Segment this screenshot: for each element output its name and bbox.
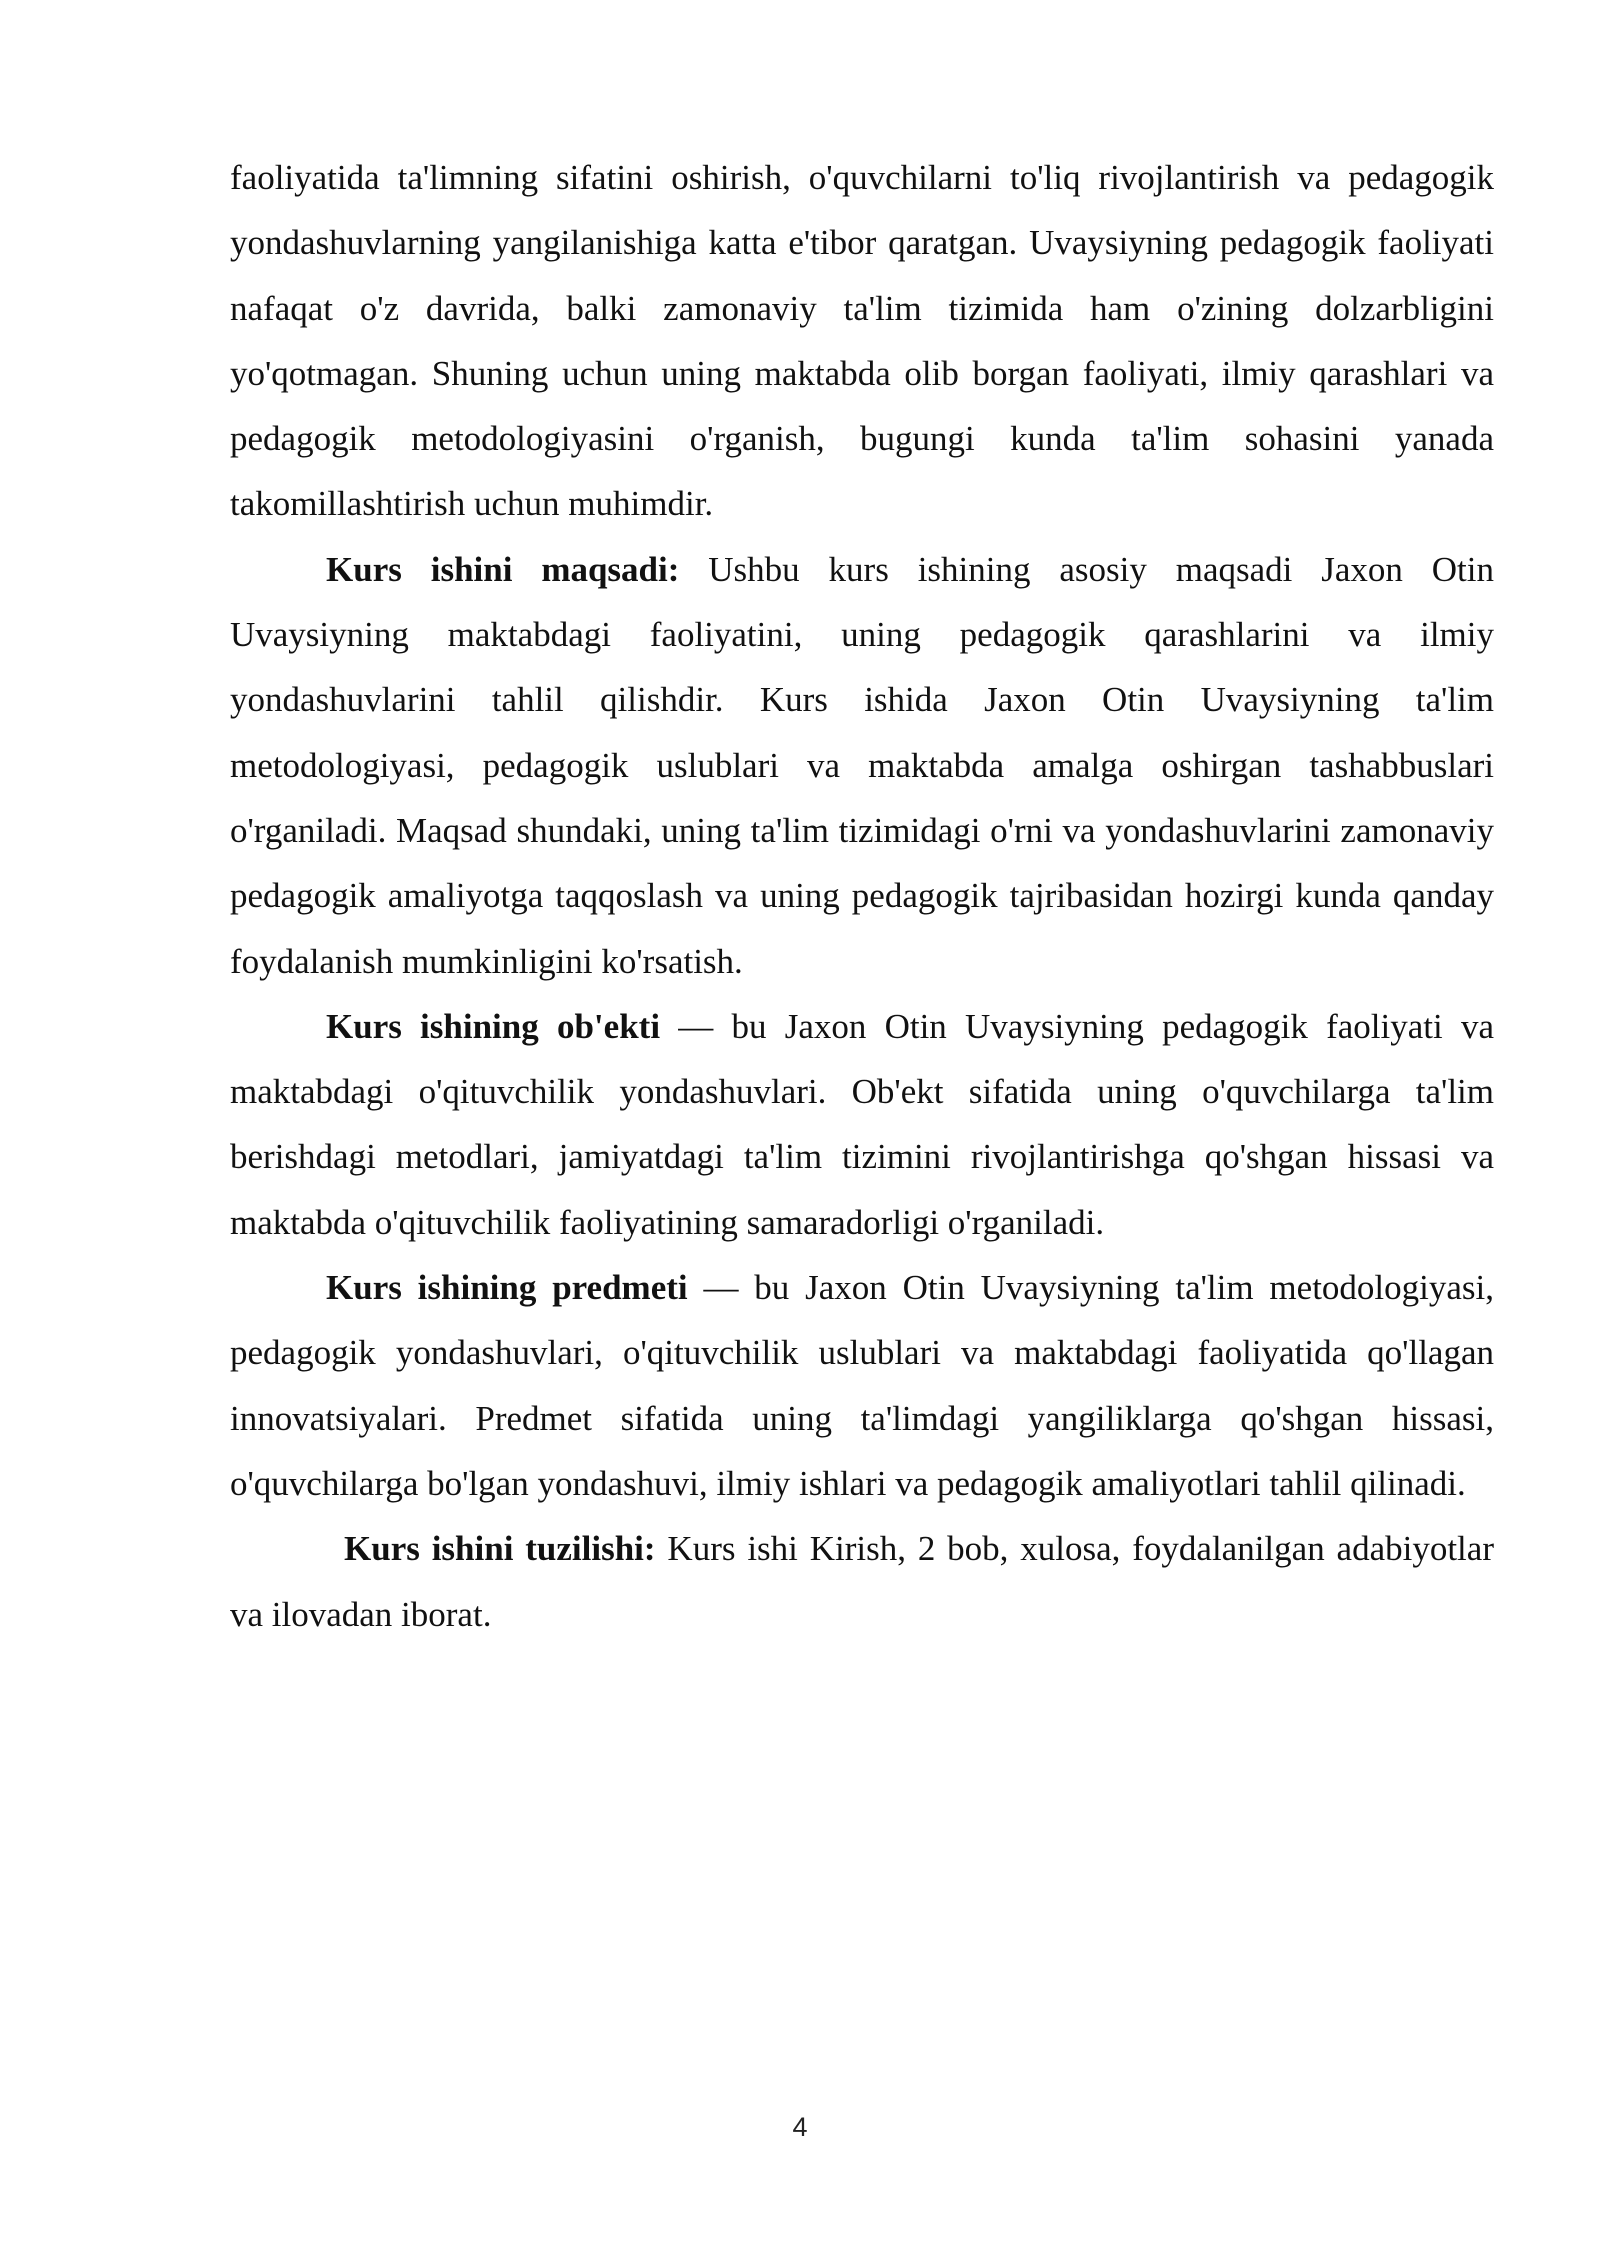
paragraph-course-subject <box>230 1255 1494 1516</box>
paragraph-text: — bu Jaxon Otin Uvaysiyning ta'lim metodologiyasi, pedagogik yondashuvlari, o'qituvchilik uslublari va maktabdagi faoliyatida qo'llagan innovatsiyalari. Predmet sifatida uning ta'limdagi yangiliklarga qo'shgan hissasi, o'quvchilarga bo'lgan yondashuvi, ilmiy ishlari va pedagogik amaliyotlari tahlil qilinadi. <box>230 1268 1494 1503</box>
paragraph-intro-continuation <box>230 145 1494 537</box>
paragraph-heading-goal: Kurs ishini maqsadi: <box>326 549 680 589</box>
paragraph-heading-subject: Kurs ishining predmeti <box>326 1268 688 1308</box>
paragraph-text: — bu Jaxon Otin Uvaysiyning pedagogik faoliyati va maktabdagi o'qituvchilik yondashuvlari. Ob'ekt sifatida uning o'quvchilarga ta'lim berishdagi metodlari, jamiyatdagi ta'lim tizimini rivojlantirishga qo'shgan hissasi va maktabda o'qituvchilik faoliyatining samaradorligi o'rganiladi. <box>230 1006 1494 1242</box>
paragraph-course-structure <box>230 1516 1494 1647</box>
paragraph-heading-structure: Kurs ishini tuzilishi: <box>344 1529 656 1569</box>
page-number: 4 <box>792 2112 808 2142</box>
paragraph-course-object <box>230 994 1494 1255</box>
paragraph-heading-object: Kurs ishining ob'ekti <box>326 1006 661 1046</box>
paragraph-text: faoliyatida ta'limning sifatini oshirish, o'quvchilarni to'liq rivojlantirish va pedagogik yondashuvlarning yangilanishiga katta e'tibor qaratgan. Uvaysiyning pedagogik faoliyati nafaqat o'z davrida, balki zamonaviy ta'lim tizimida ham o'zining dolzarbligini yo'qotmagan. Shuning uchun uning maktabda olib borgan faoliyati, ilmiy qarashlari va pedagogik metodologiyasini o'rganish, bugungi kunda ta'lim sohasini yanada takomillashtirish uchun muhimdir. <box>230 158 1494 524</box>
document-body <box>230 145 1494 1647</box>
paragraph-course-goal <box>230 537 1494 994</box>
paragraph-text: Kurs ishi Kirish, 2 bob, xulosa, foydalanilgan adabiyotlar va ilovadan iborat. <box>230 1529 1494 1634</box>
paragraph-text: Ushbu kurs ishining asosiy maqsadi Jaxon Otin Uvaysiyning maktabdagi faoliyatini, uning pedagogik qarashlarini va ilmiy yondashuvlarini tahlil qilishdir. Kurs ishida Jaxon Otin Uvaysiyning ta'lim metodologiyasi, pedagogik uslublari va maktabda amalga oshirgan tashabbuslari o'rganiladi. Maqsad shundaki, uning ta'lim tizimidagi o'rni va yondashuvlarini zamonaviy pedagogik amaliyotga taqqoslash va uning pedagogik tajribasidan hozirgi kunda qanday foydalanish mumkinligini ko'rsatish. <box>230 549 1495 981</box>
